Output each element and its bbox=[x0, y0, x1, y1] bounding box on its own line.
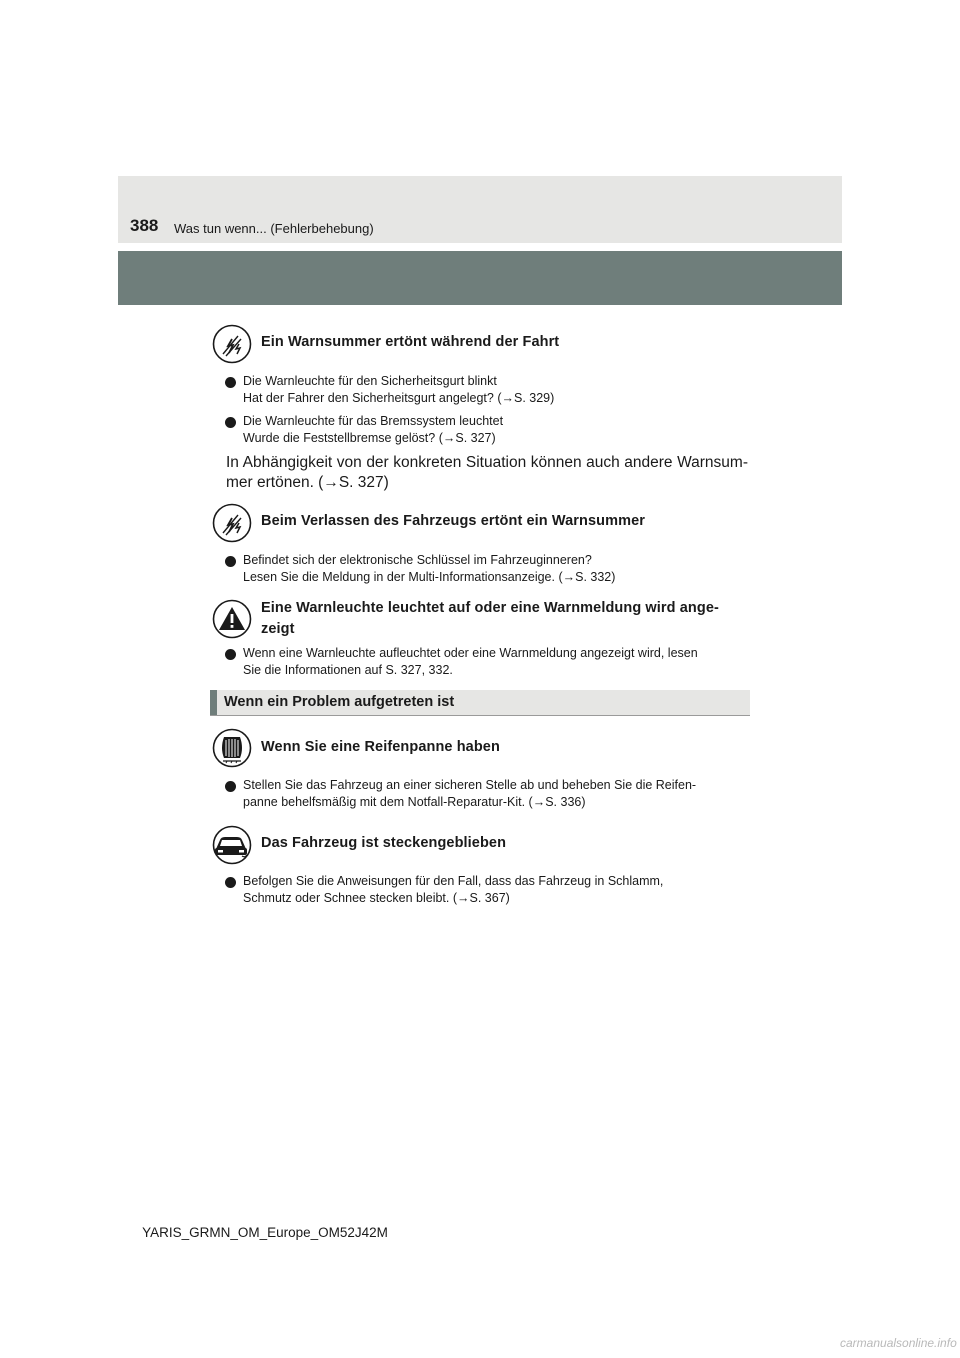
page-number: 388 bbox=[130, 216, 159, 235]
heading-warning-light: Eine Warnleuchte leuchtet auf oder eine Warnmeldung wird ange- zeigt bbox=[261, 600, 719, 637]
bullet bbox=[225, 877, 236, 888]
warning-buzzer-icon bbox=[212, 503, 252, 543]
warning-buzzer-icon bbox=[212, 324, 252, 364]
bullet bbox=[225, 649, 236, 660]
section-header bbox=[210, 690, 750, 716]
heading-flat-tire: Wenn Sie eine Reifenpanne haben bbox=[261, 739, 500, 755]
bullet-text: Stellen Sie das Fahrzeug an einer sicheren Stelle ab und beheben Sie die Reifen- panne behelfsmäßig mit dem Notfall-Reparatur-Kit. (→S. 336) bbox=[243, 778, 697, 809]
watermark: carmanualsonline.info bbox=[840, 1336, 957, 1350]
bullet-text: Befolgen Sie die Anweisungen für den Fall, dass das Fahrzeug in Schlamm, Schmutz oder Schnee stecken bleibt. (→S. 367) bbox=[243, 874, 664, 905]
section-accent bbox=[210, 690, 217, 715]
bullet-text: Die Warnleuchte für das Bremssystem leuchtet Wurde die Feststellbremse gelöst? (→S. 327) bbox=[243, 414, 504, 445]
warning-triangle-icon bbox=[212, 599, 252, 639]
info-paragraph: In Abhängigkeit von der konkreten Situation können auch andere Warnsummer ertönen. (→S. 327) bbox=[226, 454, 748, 491]
flat-tire-icon bbox=[212, 728, 252, 768]
heading-stuck-vehicle: Das Fahrzeug ist steckengeblieben bbox=[261, 835, 507, 851]
heading-buzzer-leaving: Beim Verlassen des Fahrzeugs ertönt ein Warnsummer bbox=[261, 513, 646, 529]
bullet bbox=[225, 556, 236, 567]
bullet bbox=[225, 377, 236, 388]
chapter-title: Was tun wenn... (Fehlerbehebung) bbox=[174, 221, 374, 236]
bullet bbox=[225, 417, 236, 428]
heading-buzzer-driving: Ein Warnsummer ertönt während der Fahrt bbox=[261, 334, 560, 350]
section-title: Wenn ein Problem aufgetreten ist bbox=[224, 694, 455, 710]
footer-doc-id: YARIS_GRMN_OM_Europe_OM52J42M bbox=[142, 1225, 388, 1240]
bullet-text: Die Warnleuchte für den Sicherheitsgurt blinkt Hat der Fahrer den Sicherheitsgurt angelegt? (→S. 329) bbox=[243, 374, 555, 405]
bullet-text: Wenn eine Warnleuchte aufleuchtet oder eine Warnmeldung angezeigt wird, lesen Sie die Informationen auf S. 327, 332. bbox=[243, 646, 698, 677]
bullet-text: Befindet sich der elektronische Schlüssel im Fahrzeuginneren? Lesen Sie die Meldung in der Multi-Informationsanzeige. (→S. 332) bbox=[243, 553, 616, 584]
header-dark-band bbox=[118, 251, 842, 305]
stuck-vehicle-icon bbox=[212, 825, 252, 865]
bullet bbox=[225, 781, 236, 792]
